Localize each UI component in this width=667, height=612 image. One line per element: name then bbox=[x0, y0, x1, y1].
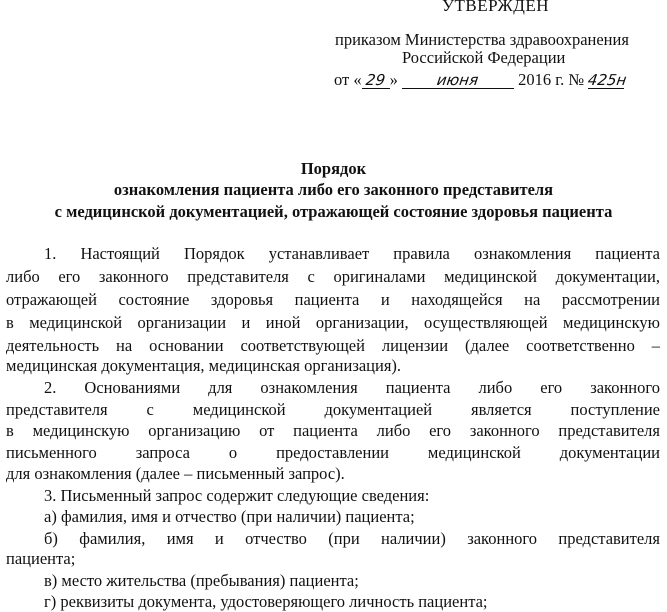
document-title: Порядок bbox=[300, 159, 367, 178]
document-subtitle-line1: ознакомления пациента либо его законного представителя bbox=[113, 180, 554, 199]
paragraph-line: отражающей состояние здоровья пациента и находящейся на рассмотрении bbox=[6, 290, 660, 309]
date-mid: » bbox=[389, 70, 398, 89]
paragraph-line: 2. Основаниями для ознакомления пациента либо его законного bbox=[44, 378, 660, 397]
paragraph-line: деятельность на основании соответствующей лицензии (далее соответственно – bbox=[6, 336, 660, 355]
order-number-field bbox=[587, 71, 628, 89]
paragraph-line: в) место жительства (пребывания) пациента; bbox=[44, 571, 359, 590]
order-number-handwritten: 425н bbox=[587, 71, 628, 89]
document-subtitle-line2: с медицинской документацией, отражающей состояние здоровья пациента bbox=[54, 202, 613, 221]
paragraph-line: г) реквизиты документа, удостоверяющего личность пациента; bbox=[44, 592, 488, 611]
paragraph-line: представителя с медицинской документацией является поступление bbox=[6, 400, 660, 419]
paragraph-line: медицинская документация, медицинская организация). bbox=[6, 356, 402, 375]
paragraph-line: в медицинскую организацию от пациента либо его законного представителя bbox=[6, 421, 660, 440]
date-prefix: от « bbox=[334, 70, 362, 89]
paragraph-line: в медицинской организации и иной организации, осуществляющей медицинскую bbox=[6, 313, 660, 332]
date-month-handwritten: июня bbox=[436, 71, 480, 89]
paragraph-line: б) фамилия, имя и отчество (при наличии) законного представителя bbox=[44, 529, 660, 548]
paragraph-line: а) фамилия, имя и отчество (при наличии) пациента; bbox=[44, 507, 415, 526]
order-issuer-line: приказом Министерства здравоохранения bbox=[335, 30, 629, 49]
paragraph-line: письменного запроса о предоставлении медицинской документации bbox=[6, 443, 660, 462]
paragraph-line: пациента; bbox=[6, 549, 76, 568]
order-date-line bbox=[334, 70, 628, 90]
date-day-handwritten: 29 bbox=[364, 71, 387, 89]
approval-heading: УТВЕРЖДЕН bbox=[442, 0, 549, 15]
order-issuer-country: Российской Федерации bbox=[402, 48, 566, 67]
paragraph-line: 1. Настоящий Порядок устанавливает правила ознакомления пациента bbox=[44, 244, 660, 263]
date-month-field bbox=[402, 72, 514, 89]
paragraph-line: либо его законного представителя с оригиналами медицинской документации, bbox=[6, 267, 660, 286]
paragraph-line: 3. Письменный запрос содержит следующие сведения: bbox=[44, 486, 430, 505]
date-day-field bbox=[362, 72, 390, 89]
paragraph-line: для ознакомления (далее – письменный запрос). bbox=[6, 464, 345, 483]
date-year: 2016 г. № bbox=[518, 70, 585, 89]
